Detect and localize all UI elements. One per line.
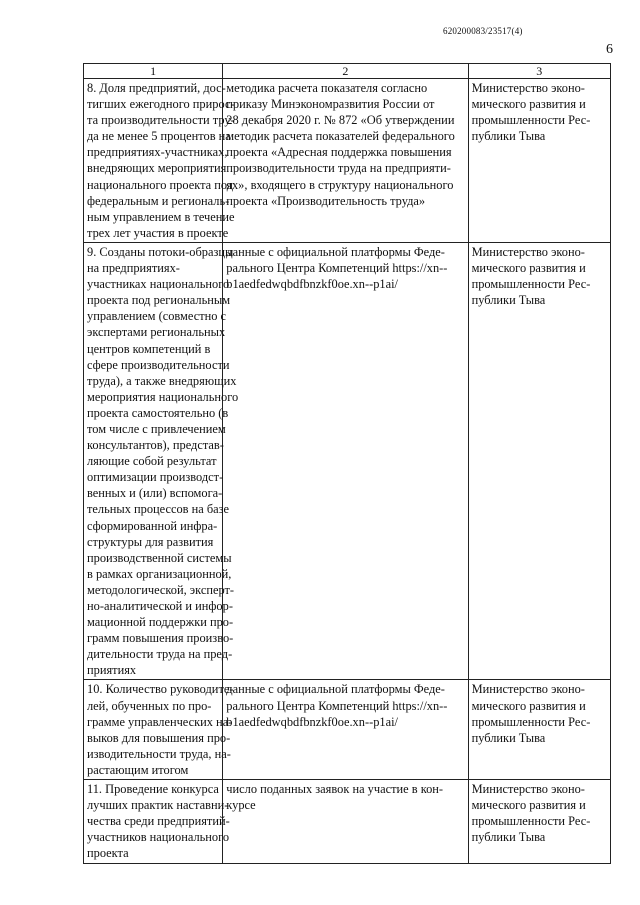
source-cell: [223, 79, 468, 243]
cell-text-line: промышленности Рес-: [471, 814, 591, 829]
cell-text-line: методологической, эксперт-: [87, 582, 235, 597]
cell-text-line: ях», входящего в структуру национального: [226, 177, 454, 192]
cell-text-line: производительности труда на предприяти-: [226, 161, 451, 176]
cell-text-line: проекта под региональным: [87, 293, 231, 308]
table-row: [84, 680, 611, 780]
column-header-1: 1: [84, 64, 223, 79]
cell-text-line: ляющие собой результат: [87, 454, 217, 469]
cell-text-line: консультантов), представ-: [87, 438, 224, 453]
cell-text-line: венных и (или) вспомога-: [87, 486, 223, 501]
cell-text-line: труда), а также внедряющих: [87, 373, 237, 388]
cell-text-line: рального Центра Компетенций https://xn--: [226, 261, 448, 276]
cell-text-line: выков для повышения про-: [87, 730, 231, 745]
responsible-cell: [468, 242, 610, 680]
table-row: [84, 780, 611, 863]
cell-text-line: данные с официальной платформы Феде-: [226, 244, 445, 259]
indicators-table: [83, 63, 611, 864]
cell-text-line: изводительности труда, на-: [87, 746, 231, 761]
cell-text-line: растающим итогом: [87, 762, 189, 777]
cell-text-line: но-аналитической и инфор-: [87, 599, 233, 613]
cell-text-line: участников национального: [87, 830, 230, 845]
cell-text-line: внедряющих мероприятия: [87, 161, 227, 176]
cell-text-line: Министерство эконо-: [471, 244, 585, 259]
cell-text-line: курсе: [226, 798, 256, 813]
cell-text-line: публики Тыва: [471, 830, 546, 845]
cell-text-line: структуры для развития: [87, 534, 214, 549]
cell-text-line: 28 декабря 2020 г. № 872 «Об утверждении: [226, 113, 455, 128]
document-id: 620200083/23517(4): [443, 26, 523, 36]
cell-text-line: b1aedfedwqbdfbnzkf0oe.xn--p1ai/: [226, 714, 398, 729]
cell-text-line: оптимизации производст-: [87, 470, 224, 485]
cell-text-line: мического развития и: [471, 97, 586, 112]
cell-text-line: Министерство эконо-: [471, 81, 585, 95]
cell-text-line: предприятиях-участниках,: [87, 145, 228, 160]
cell-text-line: мационной поддержки про-: [87, 615, 234, 630]
cell-text-line: Министерство эконо-: [471, 782, 585, 797]
cell-text-line: Министерство эконо-: [471, 682, 585, 697]
cell-text-line: грамм повышения произво-: [87, 631, 234, 646]
cell-text-line: промышленности Рес-: [471, 714, 591, 729]
cell-text-line: центров компетенций в: [87, 341, 211, 356]
table-row: [84, 242, 611, 680]
cell-text-line: сформированной инфра-: [87, 518, 218, 533]
cell-text-line: 8. Доля предприятий, дос-: [87, 81, 226, 95]
cell-text-line: лей, обученных по про-: [87, 698, 212, 713]
cell-text-line: b1aedfedwqbdfbnzkf0oe.xn--p1ai/: [226, 277, 398, 292]
cell-text-line: число поданных заявок на участие в кон-: [226, 782, 444, 797]
indicator-cell: [84, 780, 230, 863]
cell-text-line: 11. Проведение конкурса: [87, 782, 219, 797]
cell-text-line: мического развития и: [471, 698, 586, 713]
cell-text-line: методика расчета показателя согласно: [226, 81, 428, 95]
cell-text-line: лучших практик наставни-: [87, 798, 229, 813]
cell-text-line: на предприятиях-: [87, 261, 180, 276]
source-cell: [223, 780, 468, 863]
cell-text-line: проекта «Производительность труда»: [226, 193, 426, 208]
indicator-cell: [84, 79, 235, 243]
cell-text-line: трех лет участия в проекте: [87, 225, 229, 240]
table-header-row: [84, 64, 611, 79]
cell-text-line: промышленности Рес-: [471, 113, 591, 128]
cell-text-line: данные с официальной платформы Феде-: [226, 682, 445, 697]
table-row: [84, 79, 611, 243]
cell-text-line: да не менее 5 процентов на: [87, 129, 231, 144]
column-header-3: 3: [468, 64, 610, 79]
cell-text-line: методик расчета показателей федерального: [226, 129, 455, 144]
cell-text-line: чества среди предприятий-: [87, 814, 230, 829]
cell-text-line: проекта «Адресная поддержка повышения: [226, 145, 452, 160]
cell-text-line: мического развития и: [471, 798, 586, 813]
cell-text-line: дительности труда на пред-: [87, 647, 233, 662]
cell-text-line: экспертами региональных: [87, 325, 226, 340]
page-number: 6: [606, 42, 613, 57]
cell-text-line: мероприятия национального: [87, 389, 239, 404]
responsible-cell: [468, 680, 610, 780]
cell-text-line: 10. Количество руководите-: [87, 682, 234, 697]
cell-text-line: рального Центра Компетенций https://xn--: [226, 698, 448, 713]
column-header-2: 2: [223, 64, 468, 79]
indicator-cell: [84, 680, 234, 780]
cell-text-line: национального проекта под: [87, 177, 234, 192]
cell-text-line: проекта самостоятельно (в: [87, 405, 229, 420]
cell-text-line: ным управлением в течение: [87, 209, 235, 224]
cell-text-line: проекта: [87, 846, 129, 861]
indicator-cell: [84, 242, 239, 680]
cell-text-line: промышленности Рес-: [471, 277, 591, 292]
cell-text-line: участниках национального: [87, 277, 230, 292]
cell-text-line: та производительности тру-: [87, 113, 235, 128]
cell-text-line: в рамках организационной,: [87, 566, 232, 581]
cell-text-line: управлением (совместно с: [87, 309, 227, 324]
responsible-cell: [468, 780, 610, 863]
cell-text-line: грамме управленческих на-: [87, 714, 233, 729]
cell-text-line: публики Тыва: [471, 293, 546, 308]
cell-text-line: публики Тыва: [471, 129, 546, 144]
cell-text-line: федеральным и региональ-: [87, 193, 230, 208]
cell-text-line: приятиях: [87, 663, 137, 678]
cell-text-line: 9. Созданы потоки-образцы: [87, 244, 234, 259]
cell-text-line: публики Тыва: [471, 730, 546, 745]
cell-text-line: приказу Минэкономразвития России от: [226, 97, 435, 112]
cell-text-line: тельных процессов на базе: [87, 502, 230, 517]
cell-text-line: том числе с привлечением: [87, 421, 226, 436]
cell-text-line: тигших ежегодного прирос-: [87, 97, 235, 112]
cell-text-line: мического развития и: [471, 261, 586, 276]
cell-text-line: сфере производительности: [87, 357, 230, 372]
source-cell: [223, 680, 468, 780]
responsible-cell: [468, 79, 610, 243]
source-cell: [223, 242, 468, 680]
cell-text-line: производственной системы: [87, 550, 232, 565]
